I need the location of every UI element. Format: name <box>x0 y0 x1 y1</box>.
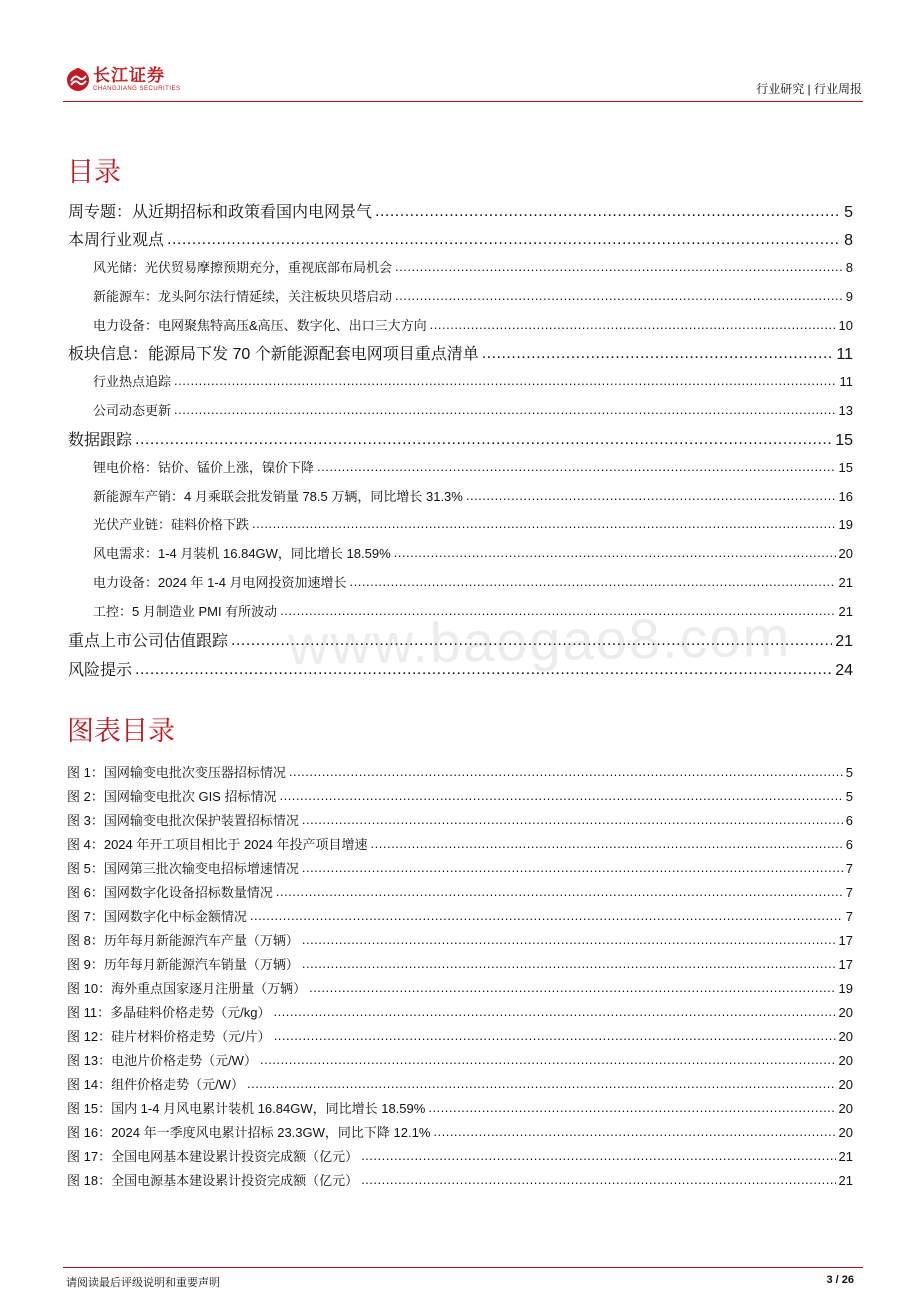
figure-item[interactable]: 图 4：2024 年开工项目相比于 2024 年投产项目增速 ..... 6 <box>67 834 853 853</box>
figure-item[interactable]: 图 13：电池片价格走势（元/W） ..... 20 <box>67 1050 853 1069</box>
header-divider <box>63 101 863 102</box>
toc-subitem[interactable]: 公司动态更新 ..... 13 <box>93 400 853 419</box>
toc-item[interactable]: 本周行业观点 ..... 8 <box>68 227 853 250</box>
figure-item[interactable]: 图 15：国内 1-4 月风电累计装机 16.84GW，同比增长 18.59% ..... 20 <box>67 1098 853 1117</box>
company-logo <box>66 66 181 94</box>
figure-item[interactable]: 图 11：多晶硅料价格走势（元/kg） ..... 20 <box>67 1002 853 1021</box>
toc-subitem[interactable]: 风光储：光伏贸易摩擦预期充分，重视底部布局机会 ..... 8 <box>93 257 853 276</box>
figure-item[interactable]: 图 14：组件价格走势（元/W） ..... 20 <box>67 1074 853 1093</box>
toc-subitem[interactable]: 光伏产业链：硅料价格下跌 ..... 19 <box>93 514 853 533</box>
watermark: www.baogao8.com <box>287 604 792 677</box>
toc-subitem[interactable]: 行业热点追踪 ..... 11 <box>93 371 853 390</box>
toc-subitem[interactable]: 电力设备：电网聚焦特高压&高压、数字化、出口三大方向 ..... 10 <box>93 315 853 334</box>
toc-subitem[interactable]: 锂电价格：钴价、锰价上涨，镍价下降 ..... 15 <box>93 457 853 476</box>
toc-item[interactable]: 板块信息：能源局下发 70 个新能源配套电网项目重点清单 ..... 11 <box>68 341 853 364</box>
figure-item[interactable]: 图 5：国网第三批次输变电招标增速情况 ..... 7 <box>67 858 853 877</box>
toc-item[interactable]: 重点上市公司估值跟踪 ..... 21 <box>68 628 853 651</box>
toc-subitem[interactable]: 风电需求：1-4 月装机 16.84GW，同比增长 18.59% ..... 20 <box>93 543 853 562</box>
figure-item[interactable]: 图 2：国网输变电批次 GIS 招标情况 ..... 5 <box>67 786 853 805</box>
page-number: 3 / 26 <box>826 1274 854 1286</box>
figure-list-title: 图表目录 <box>67 716 175 746</box>
toc-item[interactable]: 周专题：从近期招标和政策看国内电网景气 ..... 5 <box>68 199 853 222</box>
figure-item[interactable]: 图 17：全国电网基本建设累计投资完成额（亿元） ..... 21 <box>67 1146 853 1165</box>
footer-disclaimer: 请阅读最后评级说明和重要声明 <box>66 1277 220 1289</box>
figure-item[interactable]: 图 3：国网输变电批次保护装置招标情况 ..... 6 <box>67 810 853 829</box>
figure-item[interactable]: 图 7：国网数字化中标金额情况 ..... 7 <box>67 906 853 925</box>
figure-item[interactable]: 图 6：国网数字化设备招标数量情况 ..... 7 <box>67 882 853 901</box>
figure-item[interactable]: 图 10：海外重点国家逐月注册量（万辆） ..... 19 <box>67 978 853 997</box>
header-category: 行业研究 | 行业周报 <box>756 82 862 96</box>
toc-item[interactable]: 风险提示 ..... 24 <box>68 657 853 680</box>
logo-en: CHANGJIANG SECURITIES <box>93 86 181 92</box>
figure-item[interactable]: 图 12：硅片材料价格走势（元/片） ..... 20 <box>67 1026 853 1045</box>
logo-cn: 长江证券 <box>93 66 165 85</box>
figure-item[interactable]: 图 18：全国电源基本建设累计投资完成额（亿元） ..... 21 <box>67 1170 853 1189</box>
figure-item[interactable]: 图 8：历年每月新能源汽车产量（万辆） ..... 17 <box>67 930 853 949</box>
footer-divider <box>63 1267 863 1268</box>
toc-subitem[interactable]: 新能源车：龙头阿尔法行情延续，关注板块贝塔启动 ..... 9 <box>93 286 853 305</box>
figure-item[interactable]: 图 9：历年每月新能源汽车销量（万辆） ..... 17 <box>67 954 853 973</box>
toc-item[interactable]: 数据跟踪 ..... 15 <box>68 427 853 450</box>
toc-subitem[interactable]: 电力设备：2024 年 1-4 月电网投资加速增长 ..... 21 <box>93 572 853 591</box>
figure-item[interactable]: 图 16：2024 年一季度风电累计招标 23.3GW，同比下降 12.1% ..... 20 <box>67 1122 853 1141</box>
toc-subitem[interactable]: 工控：5 月制造业 PMI 有所波动 ..... 21 <box>93 601 853 620</box>
logo-mark-icon <box>66 66 90 94</box>
toc-title: 目录 <box>67 157 121 187</box>
figure-item[interactable]: 图 1：国网输变电批次变压器招标情况 ..... 5 <box>67 762 853 781</box>
toc-subitem[interactable]: 新能源车产销：4 月乘联会批发销量 78.5 万辆，同比增长 31.3% ..... 16 <box>93 486 853 505</box>
